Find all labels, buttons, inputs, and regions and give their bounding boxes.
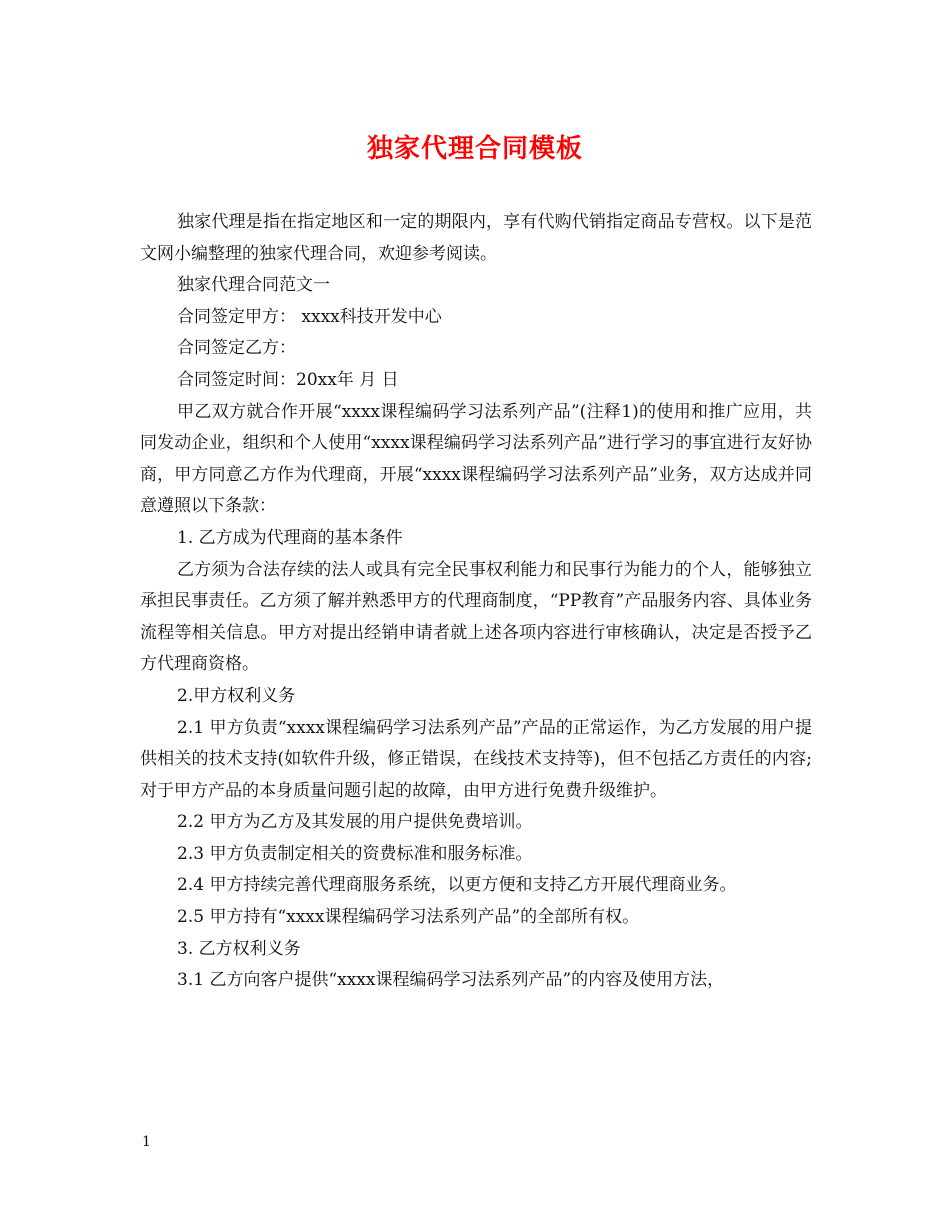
signing-date-line: 合同签定时间：20xx年 月 日 xyxy=(177,369,399,390)
clause-2-4: 2.4 甲方持续完善代理商服务系统，以更方便和支持乙方开展代理商业务。 xyxy=(177,875,737,896)
document-title: 独家代理合同模板 xyxy=(366,134,583,164)
clause-2-2: 2.2 甲方为乙方及其发展的用户提供免费培训。 xyxy=(177,812,533,833)
clause-heading-1: 1. 乙方成为代理商的基本条件 xyxy=(177,527,403,548)
clause-1-text: 乙方须为合法存续的法人或具有完全民事权利能力和民事行为能力的个人，能够独立承担民事责任。乙方须了解并熟悉甲方的代理商制度，“PP教育”产品服务内容、具体业务流程等相关信息。甲方对提出经销申请者就上述各项内容进行审核确认，决定是否授予乙方代理商资格。 xyxy=(140,559,812,675)
intro-paragraph: 独家代理是指在指定地区和一定的期限内，享有代购代销指定商品专营权。以下是范文网小编整理的独家代理合同，欢迎参考阅读。 xyxy=(140,212,812,264)
clause-2-3: 2.3 甲方负责制定相关的资费标准和服务标准。 xyxy=(177,843,533,864)
clause-heading-2: 2.甲方权利义务 xyxy=(177,685,296,706)
page-number: 1 xyxy=(142,1134,151,1150)
clause-2-5: 2.5 甲方持有“xxxx课程编码学习法系列产品”的全部所有权。 xyxy=(177,907,640,928)
clause-heading-3: 3. 乙方权利义务 xyxy=(177,938,301,959)
clause-3-1: 3.1 乙方向客户提供“xxxx课程编码学习法系列产品”的内容及使用方法， xyxy=(177,970,725,991)
agreement-preamble: 甲乙双方就合作开展“xxxx课程编码学习法系列产品”(注释1)的使用和推广应用，共同发动企业，组织和个人使用“xxxx课程编码学习法系列产品”进行学习的事宜进行友好协商，甲方同意乙方作为代理商，开展“xxxx课程编码学习法系列产品”业务，双方达成并同意遵照以下条款： xyxy=(140,401,812,517)
party-b-line: 合同签定乙方： xyxy=(177,338,296,359)
clause-2-1: 2.1 甲方负责“xxxx课程编码学习法系列产品”产品的正常运作，为乙方发展的用户提供相关的技术支持(如软件升级，修正错误，在线技术支持等)，但不包括乙方责任的内容;对于甲方产品的本身质量问题引起的故障，由甲方进行免费升级维护。 xyxy=(140,717,812,801)
party-a-line: 合同签定甲方： xxxx科技开发中心 xyxy=(177,306,442,327)
section-heading-sample-one: 独家代理合同范文一 xyxy=(177,275,330,296)
document-body xyxy=(140,207,812,997)
